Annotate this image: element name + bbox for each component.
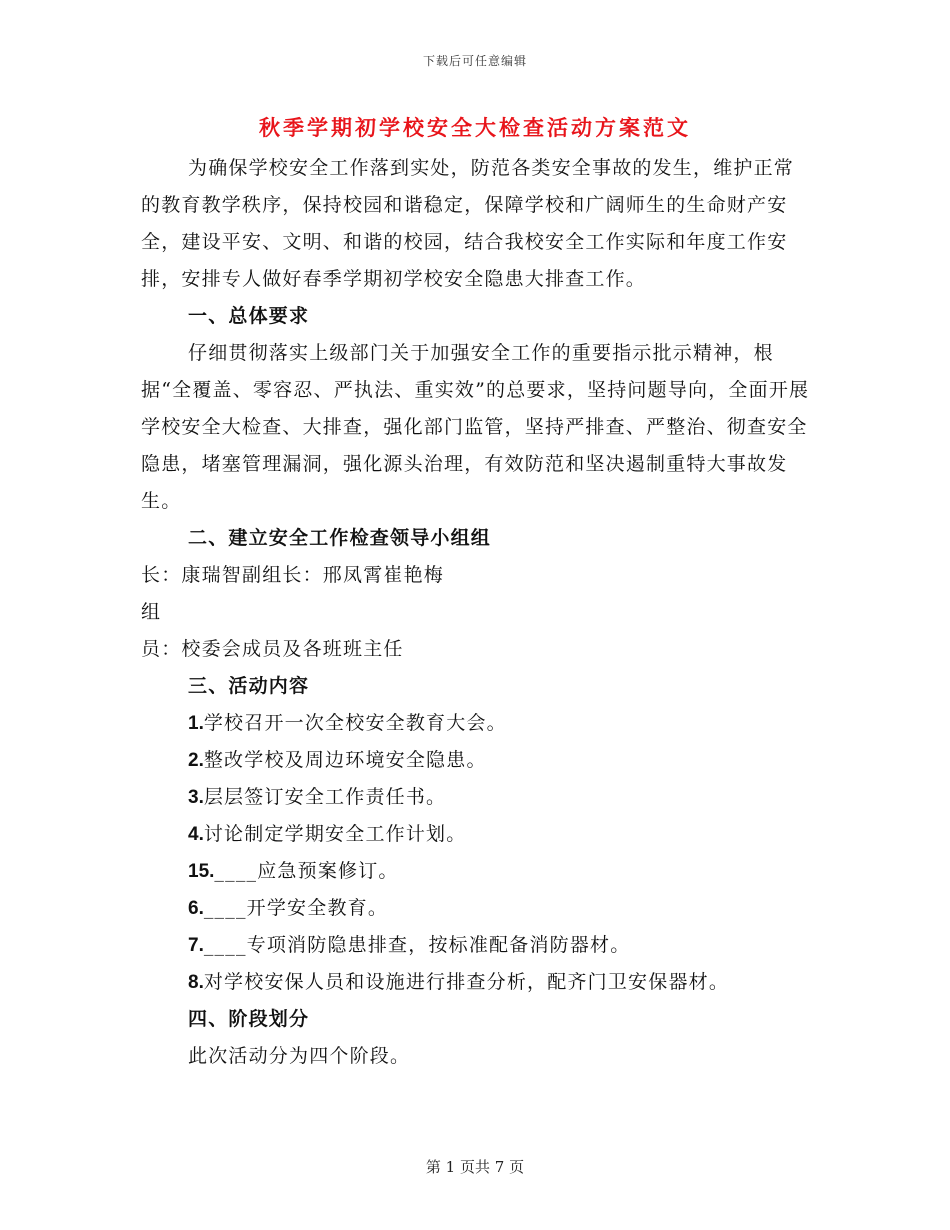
list-item-number: 15. [188,861,215,882]
list-item-text: 层层签订安全工作责任书。 [203,786,447,808]
list-item-text: ____专项消防隐患排查，按标准配备消防器材。 [203,934,631,956]
list-item-number: 4. [188,824,204,845]
section-heading-3: 三、活动内容 [188,675,310,697]
list-item [188,816,811,853]
leaders-line: 长：康瑞智副组长：邢凤霄崔艳梅 [141,564,445,586]
list-item-number: 8. [188,972,204,993]
members-line: 员：校委会成员及各班班主任 [141,638,404,660]
activity-list [141,705,811,1001]
list-item-text: ____应急预案修订。 [214,860,399,882]
section-heading-4: 四、阶段划分 [188,1008,310,1030]
list-item [188,742,811,779]
section-4-paragraph: 此次活动分为四个阶段。 [188,1045,411,1067]
section-1-paragraph: 仔细贯彻落实上级部门关于加强安全工作的重要指示批示精神，根据“全覆盖、零容忍、严执法、重实效”的总要求，坚持问题导向，全面开展学校安全大检查、大排查，强化部门监管，坚持严排查、严整治、彻查安全隐患，堵塞管理漏洞，强化源头治理，有效防范和坚决遏制重特大事故发生。 [141,342,810,512]
list-item-number: 7. [188,935,204,956]
document-body [141,150,811,1075]
list-item [188,853,811,890]
list-item-text: 学校召开一次全校安全教育大会。 [203,712,507,734]
header-note: 下载后可任意编辑 [422,54,527,68]
list-item-number: 6. [188,898,204,919]
list-item-text: ____开学安全教育。 [203,897,389,919]
section-heading-2: 二、建立安全工作检查领导小组组 [188,527,492,549]
group-char-line: 组 [141,601,162,623]
section-heading-1: 一、总体要求 [188,305,310,327]
list-item [188,890,811,927]
list-item-number: 3. [188,787,204,808]
page-footer: 第 1 页共 7 页 [425,1158,525,1176]
list-item-number: 1. [188,713,204,734]
list-item [188,705,811,742]
list-item [188,964,811,1001]
list-item-text: 整改学校及周边环境安全隐患。 [203,749,487,771]
list-item-text: 讨论制定学期安全工作计划。 [203,823,467,845]
document-title: 秋季学期初学校安全大检查活动方案范文 [259,115,691,140]
intro-paragraph: 为确保学校安全工作落到实处，防范各类安全事故的发生，维护正常的教育教学秩序，保持校园和谐稳定，保障学校和广阔师生的生命财产安全，建设平安、文明、和谐的校园，结合我校安全工作实际和年度工作安排，安排专人做好春季学期初学校安全隐患大排查工作。 [141,157,795,290]
list-item [188,779,811,816]
list-item-number: 2. [188,750,204,771]
list-item-text: 对学校安保人员和设施进行排查分析，配齐门卫安保器材。 [203,971,730,993]
list-item [188,927,811,964]
